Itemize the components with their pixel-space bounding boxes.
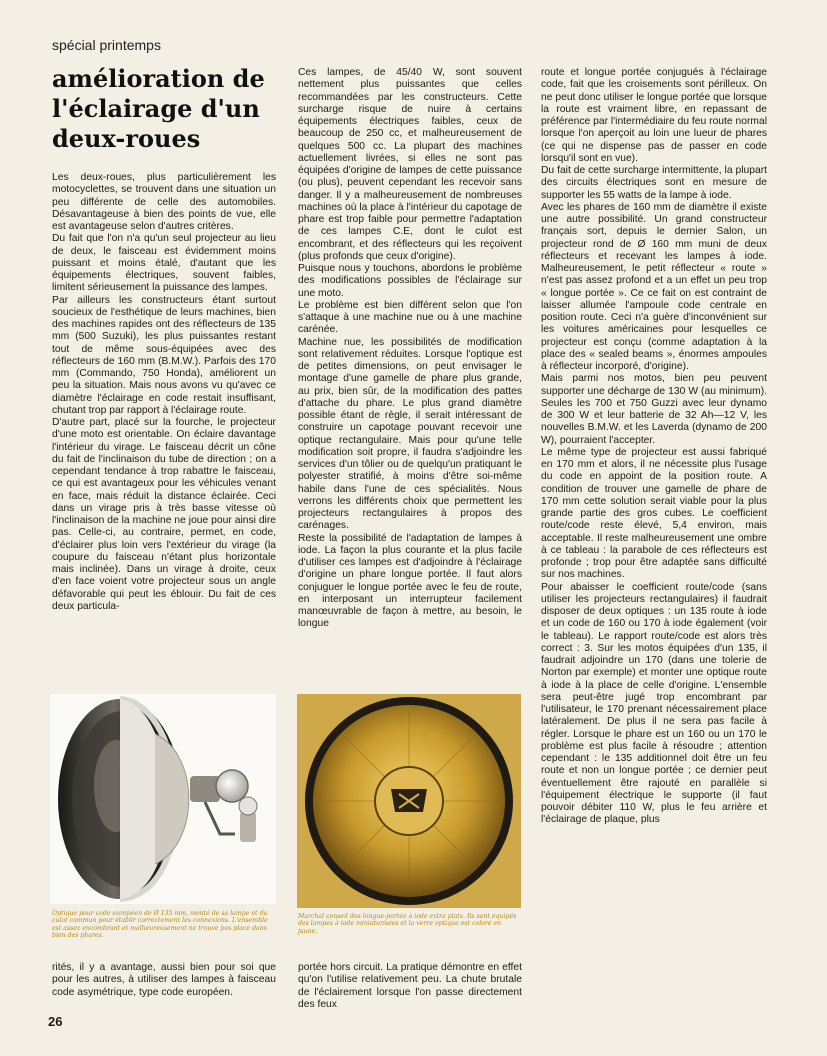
text-column-3: [541, 67, 767, 1007]
paragraph: Le même type de projecteur est aussi fabriqué en 170 mm et alors, il ne nécessite plus l'usage du code en appoint de la position route. A condition de trouver une gamelle de phare de 170 mm cette solution serait viable pour la plus grande partie des gros cubes. Le coefficient route/code reste élevé, 5,4 environ, mais acceptable. Il reste malheureusement une ombre à ce tableau : la parabole de ces réflecteurs est profonde ; trop pour être adaptée sans difficulté sur nos machines.: [541, 446, 767, 581]
paragraph: rités, il y a avantage, aussi bien pour soi que pour les autres, à utiliser des lampes à faisceau code asymétrique, type code européen.: [52, 962, 276, 998]
headlamp-optic-photo: [50, 694, 276, 904]
paragraph: Pour abaisser le coefficient route/code (sans utiliser les projecteurs rectangulaires) il faudrait disposer de deux optiques : un 135 route à iode et un code de 160 ou 170 à iode également (voir le tableau). Le rapport route/code est alors très correct : 3. Sur les motos équipées d'un 135, il faudrait adjoindre un 170 (dans une tolerie de Norton par exemple) et monter une optique route à iode à la place de celle d'origine. L'ensemble sera peut-être jugé trop encombrant par l'utilisateur, le 170 prenant nécessairement place latéralement. De plus il ne sera pas facile à régler. Lorsque le phare est un 160 ou un 170 le problème est plus facile à résoudre ; attention cependant : le 135 additionnel doit être un feu route et non un longue portée ; ce dernier peut éventuellement être rajouté en parallèle si l'équipement électrique le supporte (il faut pouvoir débiter 110 W, plus le feu arrière et l'éclairage de plaque, plus: [541, 581, 767, 826]
photo-caption-2: Marchal conseil des longue-portée à iode extra plats. Ils sont équipés des lampes à iode miniaturisées et la verre optique est coloré en jaune.: [298, 913, 517, 935]
article-title: amélioration de l'éclairage d'un deux-roues: [52, 64, 265, 153]
fog-lamp-photo: [297, 694, 521, 908]
paragraph: Machine nue, les possibilités de modification sont relativement réduites. Lorsque l'optique est de petites dimensions, on peut envisager le montage d'une gamelle de phare plus grande, au prix, bien sûr, de la modification des pattes d'attache du phare. Le plus grand diamètre possible étant de règle, il serait intéressant de construire un capotage pouvant recevoir une optique rectangulaire. Mais pour qu'une telle modification soit propre, il faudra s'adjoindre les services d'un tôlier ou de quelqu'un pratiquant le polyester stratifié, à moins d'être soi-même habile dans l'une de ces spécialités. Nous verrons les différents choix que permettent les projecteurs rectangulaires à propos des carénages.: [298, 336, 522, 532]
paragraph: route et longue portée conjugués à l'éclairage code, fait que les croisements sont périlleux. On ne peut donc utiliser le longue portée que lorsque la route est vraiment libre, en repassant de préférence par l'intermédiaire du feu route normal lorsque l'on aperçoit au loin une lueur de phares (ce qui ne dispense pas de passer en code lorsqu'il sont en vue).: [541, 67, 767, 164]
section-rubric: spécial printemps: [52, 37, 161, 53]
paragraph: Avec les phares de 160 mm de diamètre il existe une autre possibilité. Un grand constructeur français sort, depuis le dernier Salon, un projecteur rond de Ø 160 mm muni de deux réflecteurs et recevant les lampes à iode. Malheureusement, le petit réflecteur « route » n'est pas assez profond et a un effet un peu trop « longue portée ». Ce ce fait on est contraint de laisser allumée l'ampoule code centrale en position route. Ceci n'a guère d'inconvénient sur les voitures américaines pour lesquelles ce projecteur est conçu (comme adaptation à la place des « sealed beams », énormes ampoules à réflecteur incorporé, d'origine).: [541, 201, 767, 372]
text-column-2-continued: [298, 962, 522, 1014]
photo-caption-1: Optique pour code européen de Ø 135 mm, monté de sa lampe et du culot commun pour établir correctement les connexions. L'ensemble est assez encombrant et malheureusement ne trouve pas place dans bien des phares.: [52, 910, 268, 940]
paragraph: Puisque nous y touchons, abordons le problème des modifications possibles de l'éclairage sur une moto.: [298, 263, 522, 299]
text-column-1: [52, 172, 276, 682]
paragraph: Les deux-roues, plus particulièrement les motocyclettes, se trouvent dans une situation un peu différente de celle des automobiles. Désavantageuse à bien des points de vue, elle est avantageuse selon d'autres critères.: [52, 172, 276, 232]
paragraph: D'autre part, placé sur la fourche, le projecteur d'une moto est orientable. On éclaire davantage l'intérieur du virage. Le faisceau décrit un cône du fait de l'inclinaison du tube de direction ; on a cependant tendance à trop rabattre le faisceau, ce qui est avantageux pour les véhicules venant en face, mais réduit la distance éclairée. Ceci dans un virage pris à très basse vitesse où l'inclinaison de la machine ne joue pour ainsi dire pas. Celle-ci, au contraire, permet, en code, d'éclairer plus loin vers l'extérieur du virage (la coupure du faisceau n'étant plus horizontale mais inclinée). Dans un virage à droite, ceux d'en face voient votre projecteur sous un angle défavorable qui peut les éblouir. Du fait de ces deux particula-: [52, 417, 276, 612]
paragraph: Par ailleurs les constructeurs étant surtout soucieux de l'esthétique de leurs machines, bien des machines rapides ont des réflecteurs de 135 mm (500 Suzuki), les plus puissantes restant tout de même sous-équipées avec des réflecteurs de 160 mm (B.M.W.). Parfois des 170 mm (Commando, 750 Honda), améliorent un peu la situation. Mais nous avons vu qu'avec ce diamètre l'éclairage en code restait insuffisant, chutant trop par rapport à l'éclairage route.: [52, 294, 276, 416]
headlamp-optic-illustration: [50, 694, 276, 904]
paragraph: Le problème est bien différent selon que l'on s'attaque à une machine nue ou à une machine carénée.: [298, 299, 522, 336]
paragraph: Du fait de cette surcharge intermittente, la plupart des circuits électriques sont en mesure de supporter les 55 watts de la lampe à iode.: [541, 165, 767, 201]
paragraph: portée hors circuit. La pratique démontre en effet qu'on l'utilise relativement peu. La chute brutale de l'éclairement lorsque l'on passe directement des feux: [298, 962, 522, 1010]
fog-lamp-illustration: [297, 694, 521, 908]
paragraph: Mais parmi nos motos, bien peu peuvent supporter une décharge de 130 W (au minimum). Seules les 700 et 750 Guzzi avec leur dynamo de 300 W et leur batterie de 32 Ah—12 V, les nouvelles B.M.W. et les Laverda (dynamo de 200 W), pourraient l'accepter.: [541, 373, 767, 446]
paragraph: Ces lampes, de 45/40 W, sont souvent nettement plus puissantes que celles recommandées par les constructeurs. Cette surcharge risque de nuire à certains équipements électriques faibles, ceux de beaucoup de 250 cc, et malheureusement de quelques 500 cc. La plupart des machines actuellement livrées, si elles ne sont pas équipées d'origine de lampes de cette puissance (ou plus), peuvent cependant les recevoir sans danger. Il y a malheureusement de nombreuses machines où la place à l'intérieur du capotage de phare est trop faible pour permettre l'adaptation de ces lampes C.E, dont le culot est encombrant, et des réflecteurs qui les reçoivent (plus profonds que ceux d'origine).: [298, 67, 522, 262]
paragraph: Reste la possibilité de l'adaptation de lampes à iode. La façon la plus courante et la plus facile d'utiliser ces lampes est d'adjoindre à l'éclairage d'origine un phare longue portée. Il faut alors conjuguer le longue portée avec le feu de route, en interposant un interrupteur facilement manœuvrable de façon à mettre, au besoin, le longue: [298, 532, 522, 630]
text-column-2: [298, 67, 522, 687]
text-column-1-continued: [52, 962, 276, 1014]
page-number: 26: [48, 1014, 63, 1029]
paragraph: Du fait que l'on n'a qu'un seul projecteur au lieu de deux, le faisceau est évidemment moins puissant et moins étalé, d'autant que les équipements électriques, souvent faibles, limitent sérieusement la puissance des lampes.: [52, 233, 276, 294]
